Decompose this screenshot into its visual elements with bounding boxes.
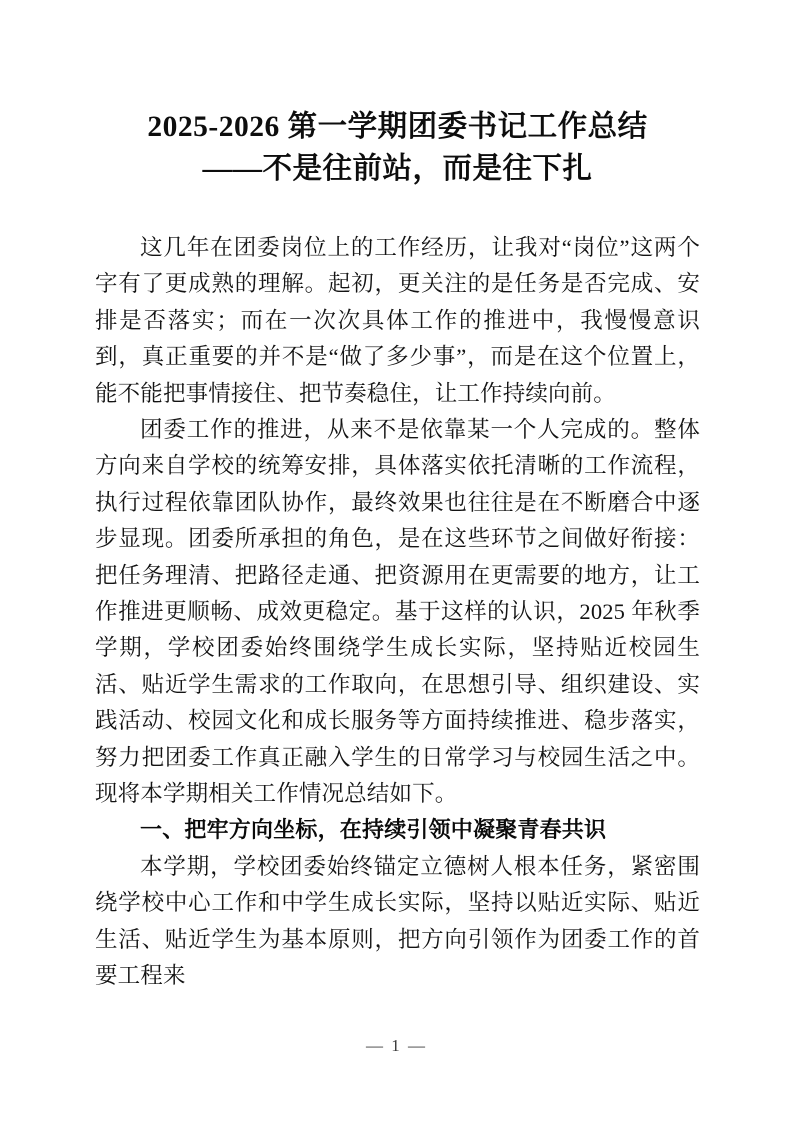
paragraph-intro-2: 团委工作的推进，从来不是依靠某一个人完成的。整体方向来自学校的统筹安排，具体落实依托清晰的工作流程，执行过程依靠团队协作，最终效果也往往是在不断磨合中逐步显现。团委所承担的角色，是在这些环节之间做好衔接：把任务理清、把路径走通、把资源用在更需要的地方，让工作推进更顺畅、成效更稳定。基于这样的认识，2025 年秋季学期，学校团委始终围绕学生成长实际，坚持贴近校园生活、贴近学生需求的工作取向，在思想引导、组织建设、实践活动、校园文化和成长服务等方面持续推进、稳步落实，努力把团委工作真正融入学生的日常学习与校园生活之中。现将本学期相关工作情况总结如下。 [95,417,700,807]
paragraph-intro-1: 这几年在团委岗位上的工作经历，让我对“岗位”这两个字有了更成熟的理解。起初，更关注的是任务是否完成、安排是否落实；而在一次次具体工作的推进中，我慢慢意识到，真正重要的并不是“做了多少事”，而是在这个位置上，能不能把事情接住、把节奏稳住，让工作持续向前。 [95,235,700,406]
document-body [95,230,700,995]
document-title [95,0,700,190]
paragraph-section-1-body-1: 本学期，学校团委始终锚定立德树人根本任务，紧密围绕学校中心工作和中学生成长实际，坚持以贴近实际、贴近生活、贴近学生为基本原则，把方向引领作为团委工作的首要工程来 [95,853,700,989]
page-number: — 1 — [366,1036,427,1055]
page-footer [0,1036,793,1056]
section-heading-1: 一、把牢方向坐标，在持续引领中凝聚青春共识 [140,817,607,843]
document-title-subtitle: ——不是往前站，而是往下扎 [202,153,593,185]
document-title-line-main: 2025-2026 第一学期团委书记工作总结 [147,111,648,143]
page-content-column [95,0,700,995]
